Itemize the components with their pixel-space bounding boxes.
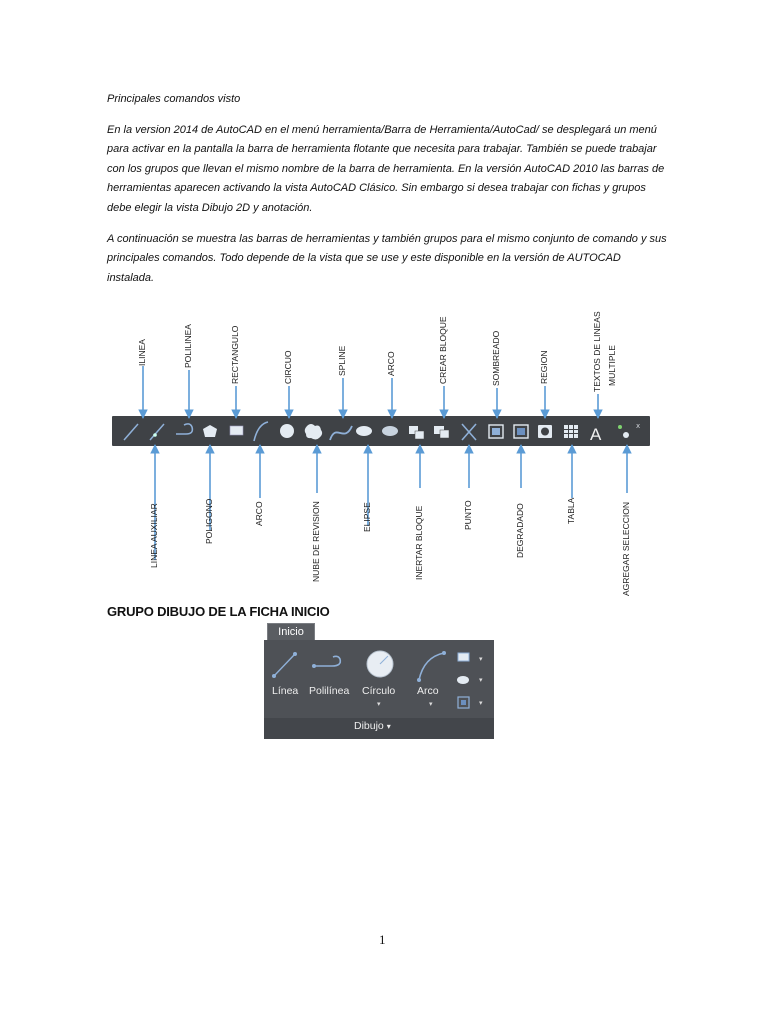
panel-expand-icon: ▾ [386, 722, 391, 731]
label-top-rectangulo: RECTANGULO [230, 325, 240, 384]
label-bottom-linea-auxiliar: LINEA AUXILIAR [149, 503, 159, 568]
circle-icon [280, 424, 294, 438]
ribbon-hatch-icon [457, 676, 469, 684]
label-bottom-nube-de-revision: NUBE DE REVISION [311, 501, 321, 582]
paragraph-intro: En la version 2014 de AutoCAD en el menú herramienta/Barra de Herramienta/AutoCad/ se desplegará un menú para activar en la pantalla la barra de herramienta flotante que necesita para trabajar. También se puede trabajar con los grupos que llevan el mismo nombre de la barra de herramienta. En la versión AutoCAD 2010 las barras de herramientas aparecen activando la vista AutoCAD Clásico. Sin embargo si desea trabajar con fichas y grupos debe elegir la vista Dibujo 2D y anotación. [107, 124, 665, 214]
label-bottom-agregar-seleccion: AGREGAR SELECCION [621, 502, 631, 596]
label-top-circulo: CIRCUO [283, 350, 293, 384]
svg-text:▾: ▾ [479, 676, 483, 684]
tab-inicio[interactable]: Inicio [267, 623, 315, 641]
label-top-sombreado: SOMBREADO [491, 330, 501, 386]
label-bottom-degradado: DEGRADADO [515, 503, 525, 558]
toolbar-diagram [112, 298, 652, 598]
arco-dropdown-icon[interactable]: ▾ [429, 701, 433, 708]
toolbar-close-icon: x [636, 422, 641, 430]
ribbon-polyline-icon [312, 656, 340, 668]
ribbon-arc-icon [417, 651, 446, 682]
toolbar-figure [112, 298, 652, 598]
ribbon-button-linea[interactable]: Línea [272, 685, 299, 697]
document-title: Principales comandos visto [107, 93, 241, 105]
label-bottom-poligono: POLIGONO [204, 498, 214, 544]
label-top-polilinea: POLILINEA [183, 324, 193, 368]
label-bottom-arco: ARCO [254, 501, 264, 526]
label-bottom-tabla: TABLA [566, 497, 576, 524]
multiline-text-icon: A [590, 425, 602, 444]
ribbon-line-icon [272, 652, 297, 678]
rectangle-icon [230, 426, 243, 435]
label-top-spline: SPLINE [337, 345, 347, 376]
label-bottom-punto: PUNTO [463, 500, 473, 530]
label-top-arco: ARCO [386, 351, 396, 376]
top-arrows [143, 366, 598, 418]
table-icon [564, 425, 578, 438]
ribbon-rectangle-icon [458, 653, 469, 661]
circulo-dropdown-icon[interactable]: ▾ [377, 701, 381, 708]
label-bottom-elipse: ELIPSE [362, 502, 372, 532]
label-top-textos-de-lineas: TEXTOS DE LINEAS [592, 311, 602, 392]
ribbon-button-polilinea[interactable]: Polilínea [309, 685, 350, 697]
panel-label-dibujo[interactable] [354, 720, 391, 732]
svg-text:▾: ▾ [479, 655, 483, 663]
region-icon [538, 425, 552, 438]
label-top-multiple: MULTIPLE [607, 345, 617, 386]
ribbon-boundary-icon [458, 697, 469, 708]
panel-label-text: Dibujo [354, 720, 384, 732]
bottom-arrows [155, 445, 627, 560]
ribbon-button-circulo[interactable]: Círculo [362, 685, 396, 697]
label-top-linea: ILINEA [137, 339, 147, 366]
ribbon-button-arco[interactable]: Arco [417, 685, 439, 697]
ellipse-arc-icon [382, 426, 398, 436]
paragraph-continuation: A continuación se muestra las barras de herramientas y también grupos para el mismo conjunto de comando y sus principales comandos. Todo depende de la vista que se use y este disponible en la versión de AUTOCAD instalada. [107, 233, 667, 284]
ribbon-circle-icon [367, 651, 393, 677]
label-top-region: REGION [539, 350, 549, 384]
label-bottom-inertar-bloque: INERTAR BLOQUE [414, 505, 424, 580]
label-top-crear-bloque: CREAR BLOQUE [438, 316, 448, 384]
page-number: 1 [379, 932, 386, 947]
section-title: GRUPO DIBUJO DE LA FICHA INICIO [107, 604, 330, 619]
ellipse-icon [356, 426, 372, 436]
ribbon-draw-panel [264, 623, 494, 739]
ribbon-icons [264, 640, 494, 720]
svg-text:▾: ▾ [479, 699, 483, 707]
